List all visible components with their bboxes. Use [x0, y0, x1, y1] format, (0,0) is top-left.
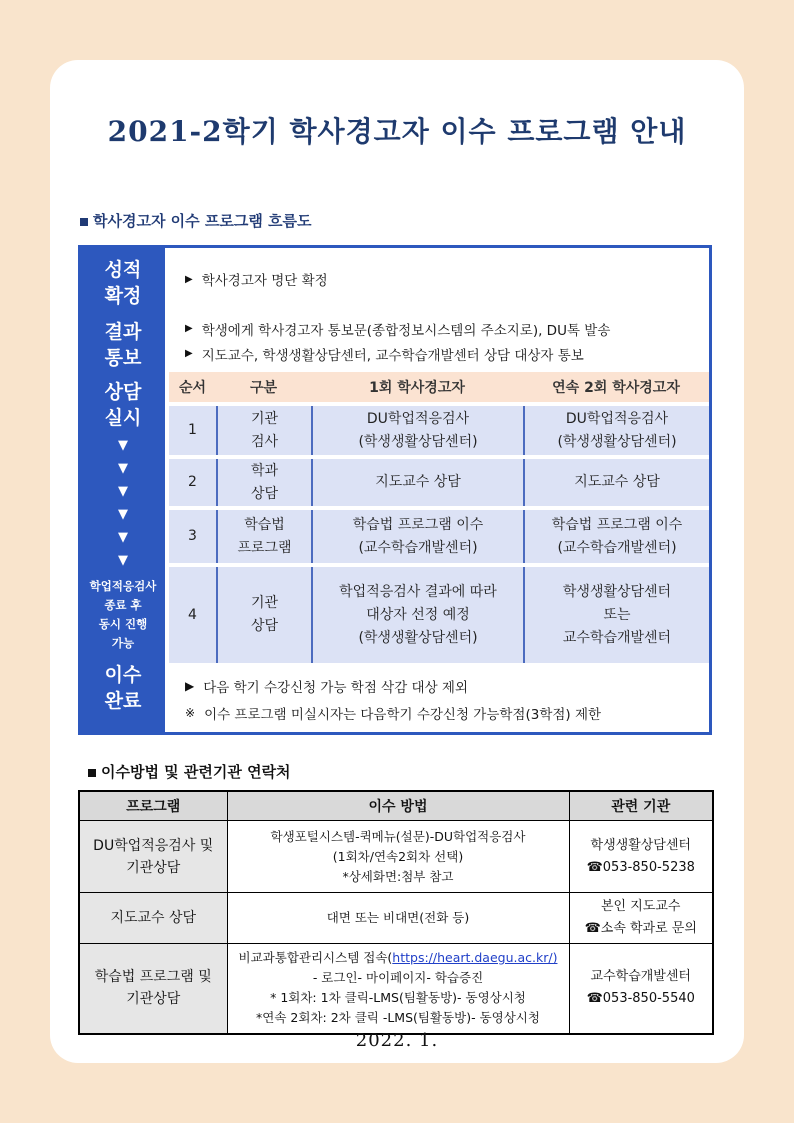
down-arrow-icon: ▼	[118, 530, 128, 545]
sidebar-note-line3: 동시 진행	[98, 617, 148, 631]
table-row	[169, 510, 709, 563]
header-category: 구분	[249, 380, 278, 396]
org-phone: ☎053-850-5238	[586, 859, 695, 875]
program-table	[169, 372, 709, 667]
cell-line: DU학업적응검사	[565, 410, 669, 427]
category-line: 기관	[250, 595, 279, 611]
bullet-item	[185, 269, 328, 289]
cell-program	[79, 821, 227, 893]
stage-grade-line1: 성적	[104, 259, 142, 281]
triangle-bullet-icon: ▶	[185, 679, 195, 693]
cell-line: 지도교수 상담	[375, 474, 461, 490]
footer-date: 2022. 1.	[355, 1030, 439, 1051]
org-phone: ☎053-850-5540	[586, 991, 695, 1007]
contact-heading-text: 이수방법 및 관련기관 연락처	[101, 763, 291, 781]
program-line: 기관상담	[126, 991, 181, 1008]
table-row	[169, 567, 709, 663]
cell-line: (교수학습개발센터)	[557, 539, 677, 556]
header-org: 관련 기관	[569, 791, 713, 821]
category-line: 프로그램	[237, 539, 292, 556]
order-number: 1	[188, 422, 197, 438]
method-line	[230, 948, 567, 968]
cell-first-warning	[311, 510, 523, 563]
cell-org	[569, 944, 713, 1034]
down-arrow-icon: ▼	[118, 461, 128, 476]
bullet-text: 학생에게 학사경고자 통보문(종합정보시스템의 주소지로), DU톡 발송	[201, 322, 611, 339]
cell-second-warning	[523, 459, 709, 506]
page-title: 2021-2학기 학사경고자 이수 프로그램 안내	[107, 115, 687, 148]
stage-complete-label	[105, 662, 142, 714]
down-arrow-icon: ▼	[118, 438, 128, 453]
cell-program	[79, 944, 227, 1034]
header-first-warning: 1회 학사경고자	[369, 380, 465, 396]
completion-row	[165, 667, 709, 732]
cell-line: 학습법 프로그램 이수	[551, 516, 683, 533]
contact-row	[79, 821, 713, 893]
org-line: 학생생활상담센터	[590, 837, 691, 853]
cell-order	[169, 567, 216, 663]
program-line: 지도교수 상담	[110, 910, 197, 926]
method-line: - 로그인- 마이페이지- 학습증진	[312, 970, 484, 986]
cell-line: (학생생활상담센터)	[557, 433, 677, 450]
heart-system-link[interactable]: https://heart.daegu.ac.kr/)	[392, 950, 558, 966]
contact-header-row	[79, 791, 713, 821]
category-line: 상담	[250, 485, 279, 502]
header-second-warning: 연속 2회 학사경고자	[552, 380, 680, 396]
cell-second-warning	[523, 406, 709, 455]
document-card	[50, 60, 744, 1063]
bullet-text: 다음 학기 수강신청 가능 학점 삭감 대상 제외	[203, 680, 469, 696]
cell-line: (학생생활상담센터)	[358, 629, 478, 646]
stage-counsel-line2: 실시	[104, 407, 142, 429]
contact-table	[78, 790, 714, 1035]
category-line: 학과	[250, 462, 279, 479]
order-number: 3	[188, 528, 197, 544]
table-row	[169, 459, 709, 506]
cell-org	[569, 821, 713, 893]
flow-arrows	[118, 434, 128, 572]
cell-order	[169, 459, 216, 506]
table-row	[169, 406, 709, 455]
sidebar-note	[90, 577, 157, 653]
cell-line: 학업적응검사 결과에 따라	[339, 583, 497, 600]
stage-notice-line2: 통보	[104, 347, 142, 369]
cell-line: (학생생활상담센터)	[358, 433, 478, 450]
cell-line: 교수학습개발센터	[562, 629, 672, 646]
category-line: 기관	[250, 410, 279, 427]
bullet-item	[185, 344, 709, 364]
cell-first-warning	[311, 406, 523, 455]
triangle-bullet-icon: ▶	[185, 323, 193, 334]
org-phone: ☎소속 학과로 문의	[584, 921, 697, 936]
program-line: DU학업적응검사 및	[93, 837, 214, 854]
cell-line: DU학업적응검사	[366, 410, 470, 427]
bullet-item	[185, 319, 709, 339]
stage-grade-label	[105, 257, 142, 309]
method-line: 학생포털시스템-퀵메뉴(설문)-DU학업적응검사	[270, 828, 526, 844]
cell-line: 학생생활상담센터	[562, 583, 672, 600]
bullet-item	[185, 703, 709, 723]
org-line: 교수학습개발센터	[590, 969, 691, 985]
stage-complete-line2: 완료	[104, 690, 142, 712]
triangle-bullet-icon: ▶	[185, 348, 193, 359]
method-line: * 1회차: 1차 클릭-LMS(팀활동방)- 동영상시청	[270, 990, 526, 1006]
stage-complete-line1: 이수	[104, 664, 142, 686]
stage-grade-line2: 확정	[104, 285, 142, 307]
square-bullet-icon	[80, 218, 88, 226]
method-line: *연속 2회차: 2차 클릭 -LMS(팀활동방)- 동영상시청	[256, 1010, 540, 1026]
flow-sidebar	[81, 248, 165, 732]
program-table-header	[169, 372, 709, 402]
triangle-bullet-icon: ▶	[185, 273, 193, 285]
method-link-prefix: 비교과통합관리시스템 접속(	[238, 950, 393, 966]
contact-row	[79, 944, 713, 1034]
cell-method	[227, 821, 569, 893]
header-method: 이수 방법	[227, 791, 569, 821]
cell-second-warning	[523, 567, 709, 663]
contact-section-heading	[88, 761, 291, 782]
flow-chart	[78, 245, 712, 735]
cell-line: 대상자 선정 예정	[366, 606, 470, 623]
flow-content	[165, 248, 709, 732]
cell-first-warning	[311, 459, 523, 506]
cell-line: 지도교수 상담	[574, 474, 660, 490]
down-arrow-icon: ▼	[118, 553, 128, 568]
cell-line: 또는	[603, 606, 631, 623]
bullet-text: 지도교수, 학생생활상담센터, 교수학습개발센터 상담 대상자 통보	[201, 347, 584, 364]
cell-second-warning	[523, 510, 709, 563]
cell-order	[169, 510, 216, 563]
bullet-text: 이수 프로그램 미실시자는 다음학기 수강신청 가능학점(3학점) 제한	[204, 707, 602, 723]
stage-notice-label	[105, 319, 142, 371]
cell-first-warning	[311, 567, 523, 663]
method-line: (1회차/연속2회차 선택)	[332, 848, 464, 864]
flow-section-heading	[80, 210, 312, 231]
flow-heading-text: 학사경고자 이수 프로그램 흐름도	[93, 212, 312, 230]
order-number: 4	[188, 606, 197, 623]
cell-category	[216, 510, 311, 563]
program-line: 학습법 프로그램 및	[94, 969, 212, 986]
cell-method	[227, 944, 569, 1034]
down-arrow-icon: ▼	[118, 507, 128, 522]
program-line: 기관상담	[126, 859, 181, 876]
org-line: 본인 지도교수	[601, 899, 681, 914]
sidebar-note-line4: 가능	[111, 636, 135, 650]
cell-line: 학습법 프로그램 이수	[352, 516, 484, 533]
sidebar-note-line1: 학업적응검사	[89, 579, 157, 593]
category-line: 학습법	[244, 516, 285, 533]
down-arrow-icon: ▼	[118, 484, 128, 499]
stage-counsel-label	[105, 379, 142, 431]
method-line: 대면 또는 비대면(전화 등)	[326, 910, 470, 925]
stage-counsel-line1: 상담	[104, 381, 142, 403]
cell-category	[216, 406, 311, 455]
cell-method	[227, 893, 569, 944]
method-line: *상세화면:첨부 참고	[342, 868, 454, 884]
header-order: 순서	[178, 380, 207, 396]
result-notice-row	[165, 310, 709, 372]
grade-confirm-row	[165, 248, 709, 310]
category-line: 검사	[250, 433, 279, 450]
sidebar-note-line2: 종료 후	[104, 598, 142, 612]
cell-category	[216, 459, 311, 506]
bullet-item	[185, 676, 709, 696]
square-bullet-icon	[88, 769, 96, 777]
reference-mark-icon: ※	[185, 706, 196, 720]
header-program: 프로그램	[79, 791, 227, 821]
category-line: 상담	[250, 618, 279, 634]
order-number: 2	[188, 474, 197, 490]
stage-notice-line1: 결과	[104, 321, 142, 343]
bullet-text: 학사경고자 명단 확정	[201, 273, 328, 289]
cell-line: (교수학습개발센터)	[358, 539, 478, 556]
cell-org	[569, 893, 713, 944]
cell-order	[169, 406, 216, 455]
cell-program	[79, 893, 227, 944]
contact-row	[79, 893, 713, 944]
cell-category	[216, 567, 311, 663]
